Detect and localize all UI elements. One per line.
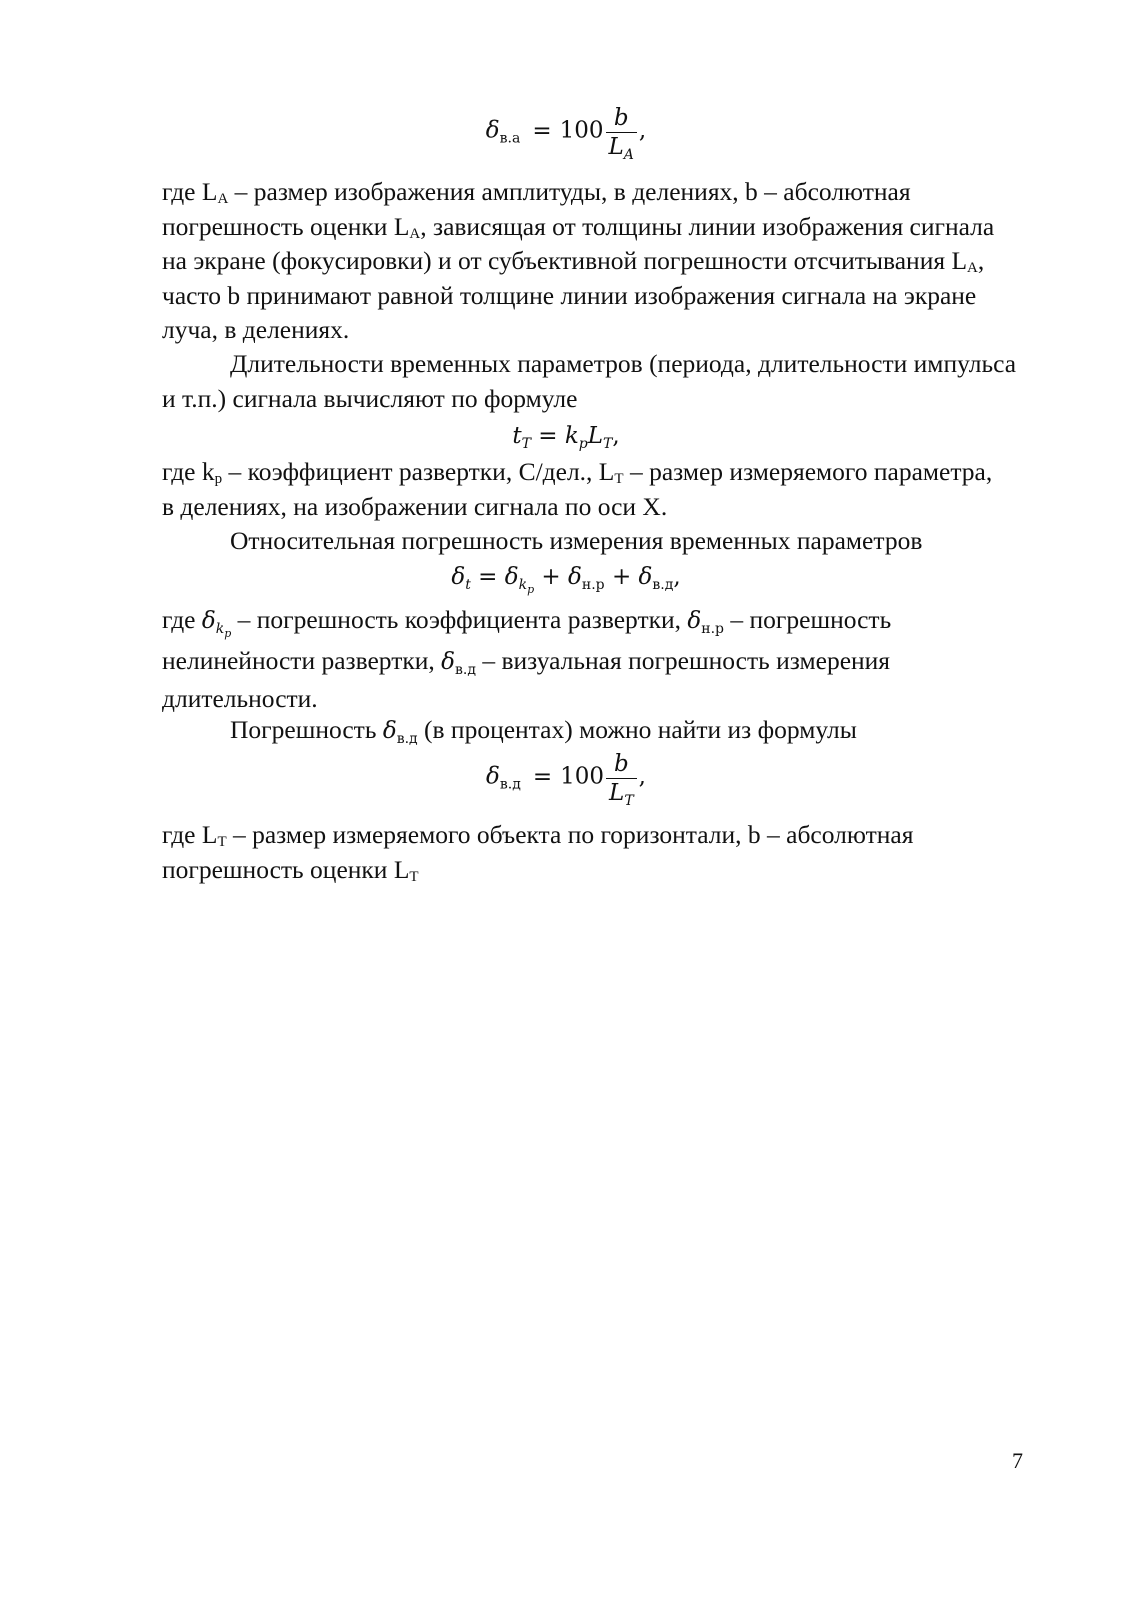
formula-symbol: t <box>512 423 522 449</box>
text-run: Погрешность <box>230 715 383 744</box>
text-line <box>162 713 1042 749</box>
paragraph-time-parameters <box>162 347 1042 416</box>
plus-sign: + <box>604 564 639 590</box>
text-run: – визуальная погрешность измерения <box>475 646 891 675</box>
text-run: погрешность оценки L <box>162 211 410 241</box>
paragraph-error-components <box>162 600 1042 716</box>
equals-sign: = <box>532 763 553 790</box>
delta-symbol: δ <box>441 649 456 675</box>
formula-subscript: T <box>624 793 634 809</box>
text-run: – размер изображения амплитуды, в делениях, b – абсолютная <box>228 177 911 206</box>
fraction-denominator <box>606 132 637 164</box>
subscript: T <box>614 471 624 487</box>
text-line <box>162 210 1042 245</box>
formula-subsubscript: p <box>527 583 535 596</box>
formula-subscript: T <box>603 436 613 452</box>
formula-symbol: k <box>564 423 579 449</box>
equals-sign: = <box>470 564 505 590</box>
fraction <box>606 750 637 810</box>
formula-subscript: в.д <box>455 662 476 678</box>
formula-subscript: p <box>578 436 588 452</box>
page-number: 7 <box>1012 1448 1023 1473</box>
delta-symbol: δ <box>568 564 582 590</box>
text-run: – погрешность <box>724 605 892 634</box>
text-run: , <box>977 246 985 275</box>
paragraph-horizontal-definitions <box>162 818 1042 887</box>
equals-sign: = <box>530 423 565 449</box>
denominator-symbol: L <box>609 780 625 806</box>
fraction-numerator: b <box>613 105 629 131</box>
formula-comma: , <box>673 564 681 590</box>
text-run: – размер измеряемого объекта по горизонтали, b – абсолютная <box>226 820 914 849</box>
formula-comma: , <box>638 117 647 144</box>
formula-visual-duration-error <box>0 750 1132 810</box>
delta-symbol: δ <box>687 608 702 634</box>
text-line <box>162 455 1042 490</box>
subscript: T <box>217 834 227 850</box>
text-run: на экране (фокусировки) и от субъективной погрешности отсчитывания L <box>162 246 968 275</box>
fraction-denominator <box>606 778 637 810</box>
formula-subscript: k <box>518 577 528 593</box>
formula-subscript: в.д <box>652 577 674 593</box>
delta-symbol: δ <box>504 564 519 590</box>
text-run: где L <box>162 177 218 206</box>
formula-subscript: в.д <box>396 731 418 747</box>
text-line <box>162 818 1042 853</box>
delta-symbol: δ <box>485 117 500 144</box>
paragraph-relative-error <box>162 524 1042 559</box>
text-run: где k <box>162 457 215 486</box>
paragraph-duration-error <box>162 713 1042 749</box>
text-line <box>162 244 1042 279</box>
formula-subscript: k <box>215 621 225 637</box>
formula-subscript: в.д <box>499 776 521 793</box>
text-line <box>162 600 1042 641</box>
formula-subscript: н.р <box>701 621 725 637</box>
equals-sign: = <box>532 117 552 144</box>
plus-sign: + <box>534 564 569 590</box>
text-run: , зависящая от толщины линии изображения сигнала <box>420 211 995 241</box>
subscript: A <box>217 191 229 207</box>
text-run: нелинейности развертки, <box>162 646 442 675</box>
text-run: – размер измеряемого параметра, <box>623 457 993 486</box>
text-line: часто b принимают равной толщине линии изображения сигнала на экране <box>162 280 977 310</box>
formula-subscript: A <box>623 147 634 163</box>
formula-comma: , <box>612 423 620 449</box>
formula-subscript: н.р <box>581 577 605 593</box>
formula-comma: , <box>638 763 646 790</box>
subscript: A <box>409 225 421 242</box>
formula-relative-error-sum <box>0 560 1132 597</box>
formula-visual-amplitude-error <box>0 104 1132 164</box>
text-line: луча, в делениях. <box>162 315 350 344</box>
text-run: – коэффициент развертки, С/дел., L <box>222 457 615 486</box>
delta-symbol: δ <box>201 608 216 634</box>
formula-symbol: L <box>587 423 604 449</box>
formula-subscript: в.а <box>499 130 521 147</box>
formula-subscript: t <box>465 577 471 593</box>
fraction-numerator: b <box>613 751 629 777</box>
text-line: в делениях, на изображении сигнала по оси X. <box>162 491 668 521</box>
text-line: и т.п.) сигнала вычисляют по формуле <box>162 383 578 413</box>
paragraph-amplitude-definitions <box>162 175 1042 348</box>
subscript: T <box>409 868 419 885</box>
text-line <box>162 853 1042 888</box>
formula-coefficient: 100 <box>559 117 604 144</box>
text-run: (в процентах) можно найти из формулы <box>417 715 857 744</box>
text-run: – погрешность коэффициента развертки, <box>231 605 688 634</box>
formula-subscript: T <box>521 436 531 452</box>
delta-symbol: δ <box>451 564 466 590</box>
text-line <box>162 641 1042 682</box>
formula-coefficient: 100 <box>560 763 605 790</box>
text-line: Относительная погрешность измерения временных параметров <box>230 526 923 555</box>
paragraph-sweep-definitions <box>162 455 1042 524</box>
denominator-symbol: L <box>608 134 624 160</box>
formula-time-parameter <box>0 419 1132 456</box>
delta-symbol: δ <box>486 763 500 790</box>
text-run: где L <box>162 820 218 849</box>
subscript: A <box>967 260 978 276</box>
text-line: длительности. <box>162 684 318 713</box>
text-run: погрешность оценки L <box>162 854 410 884</box>
fraction <box>606 104 637 164</box>
text-line: Длительности временных параметров (периода, длительности импульса <box>230 349 1017 378</box>
delta-symbol: δ <box>382 718 397 744</box>
formula-subsubscript: p <box>224 627 232 640</box>
delta-symbol: δ <box>638 564 653 590</box>
text-run: где <box>162 605 202 634</box>
text-line <box>162 175 1042 210</box>
subscript: p <box>214 471 223 487</box>
